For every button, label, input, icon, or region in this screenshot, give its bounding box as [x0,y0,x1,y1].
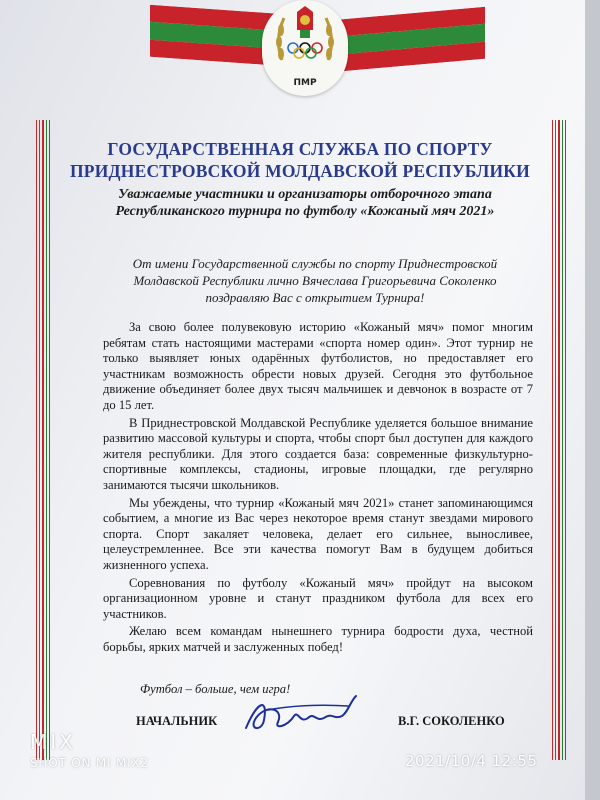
signer-title: НАЧАЛЬНИК [136,714,218,728]
paragraph: За свою более полувековую историю «Кожаный мяч» помог многим ребятам стать настоящими мастерами «спорта номер один». Этот турнир не только выявляет юных одарённых футболистов, но предоставляет его участникам возможность обрести новых друзей. Сегодня это футбольное движение объединяет более двух тысяч мальчишек и девчонок в возрасте от 7 до 15 лет. [103,320,533,412]
paragraph: В Приднестровской Молдавской Республике уделяется большое внимание развитию массовой культуры и спорта, чтобы спорт был доступен для каждого жителя республики. Для этого создается база: современные физкультурно-спортивные комплексы, стадионы, игровые площадки, где регулярно занимаются тысячи школьников. [103,415,533,492]
title-line-1: ГОСУДАРСТВЕННАЯ СЛУЖБА ПО СПОРТУ [107,139,493,159]
paragraph: Мы убеждены, что турнир «Кожаный мяч 2021» станет запоминающимся событием, а многие из Вас через некоторое время станут звездами мирового спорта. Спорт закаляет человека, делает его сильнее, выносливее, целеустремленнее. Все эти качества помогут Вам в будущем добиться жизненного успеха. [103,495,533,572]
emblem-label: ПМР [293,78,317,88]
motto: Футбол – больше, чем игра! [140,682,291,696]
handwritten-signature-icon [238,690,368,740]
pmr-olympic-emblem [262,0,348,96]
right-decorative-stripes [552,120,566,760]
page-title [60,138,540,182]
datetime-watermark: 2021/10/4 12:55 [405,752,538,770]
shot-on-watermark: SHOT ON MI MIX2 [30,756,149,770]
left-decorative-stripes [36,120,50,760]
coat-of-arms-icon [262,0,348,80]
camera-brand-watermark: MIX [30,730,76,754]
photo-edge-shadow [585,0,600,800]
paragraph: Желаю всем командам нынешнего турнира бодрости духа, честной борьбы, ярких матчей и заслуженных побед! [103,624,533,654]
paragraph: Соревнования по футболу «Кожаный мяч» пройдут на высоком организационном уровне и станут праздником футбола для всех его участников. [103,575,533,621]
title-line-2: ПРИДНЕСТРОВСКОЙ МОЛДАВСКОЙ РЕСПУБЛИКИ [70,161,530,181]
signer-name: В.Г. СОКОЛЕНКО [398,714,505,728]
greeting-intro: От имени Государственной службы по спорту Приднестровской Молдавской Республики лично Вячеслава Григорьевича Соколенко поздравляю Вас с открытием Турнира! [132,256,498,305]
address-subheading: Уважаемые участники и организаторы отборочного этапа Республиканского турнира по футболу «Кожаный мяч 2021» [115,187,495,219]
letter-body [103,320,533,655]
